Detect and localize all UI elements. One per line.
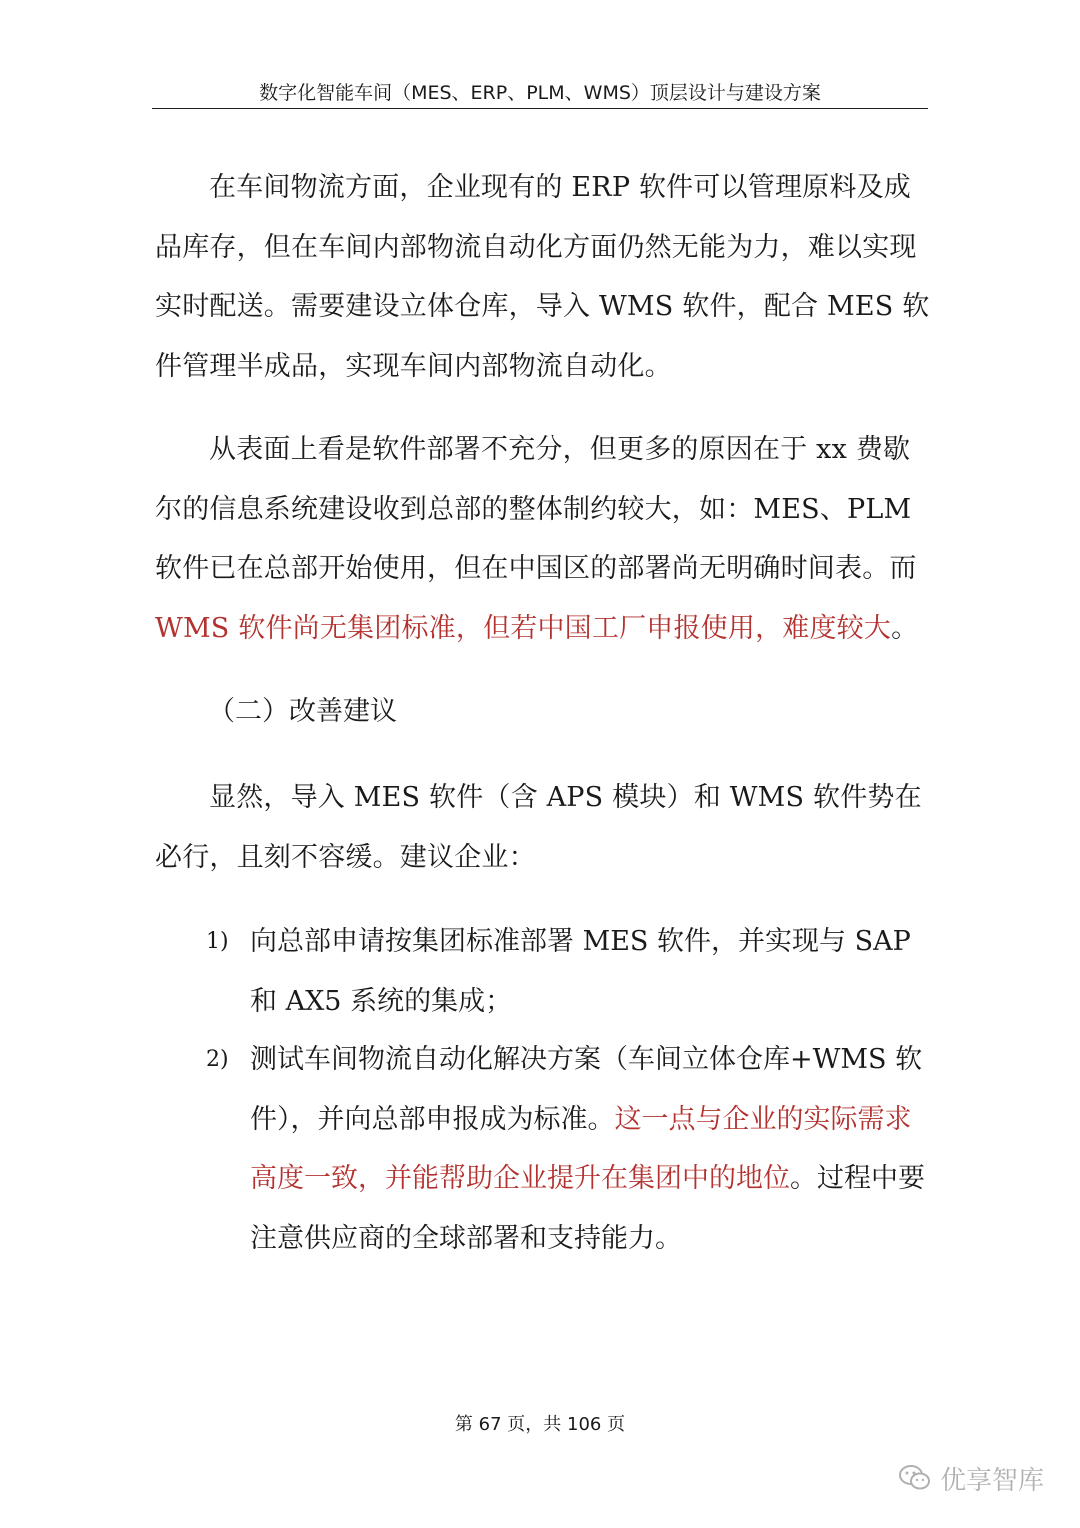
watermark-text: 优享智库	[939, 1465, 1044, 1496]
header-divider	[152, 108, 928, 109]
list-item-text-highlight: 这一点与企业的实际需求高度一致，并能帮助企业提升在集团中的地位	[250, 1103, 912, 1194]
wechat-icon	[898, 1463, 932, 1493]
page-number: 第 67 页，共 106 页	[454, 1414, 626, 1435]
page-header-title: 数字化智能车间（MES、ERP、PLM、WMS）顶层设计与建设方案	[259, 82, 821, 104]
paragraph-deployment	[155, 420, 930, 658]
section-title: （二）改善建议	[208, 696, 397, 727]
list-item-number: 2)	[206, 1047, 229, 1072]
paragraph-deployment-highlight: WMS 软件尚无集团标准，但若中国工厂申报使用，难度较大	[155, 612, 892, 644]
list-item-text	[250, 1030, 936, 1268]
list-item-text-normal: 测试车间物流自动化解决方案（车间立体仓库+WMS 软件），并向总部申报成为标准。	[250, 1044, 923, 1135]
watermark	[898, 1458, 1044, 1498]
list-item-text: 向总部申请按集团标准部署 MES 软件，并实现与 SAP 和 AX5 系统的集成；	[250, 926, 911, 1017]
list-item-number: 1)	[206, 929, 229, 954]
paragraph-deployment-text: 从表面上看是软件部署不充分，但更多的原因在于 xx 费歇尔的信息系统建设收到总部的整体制约较大，如：MES、PLM 软件已在总部开始使用，但在中国区的部署尚无明确时间表。而	[155, 434, 917, 584]
paragraph-recommendation: 显然，导入 MES 软件（含 APS 模块）和 WMS 软件势在必行，且刻不容缓。建议企业：	[155, 782, 922, 873]
paragraph-deployment-end: 。	[891, 612, 919, 644]
list-item-text-end: 。过程中要注意供应商的全球部署和支持能力。	[250, 1163, 925, 1254]
paragraph-logistics: 在车间物流方面，企业现有的 ERP 软件可以管理原料及成品库存，但在车间内部物流自动化方面仍然无能为力，难以实现实时配送。需要建设立体仓库，导入 WMS 软件，配合 MES 软件管理半成品，实现车间内部物流自动化。	[155, 172, 930, 382]
